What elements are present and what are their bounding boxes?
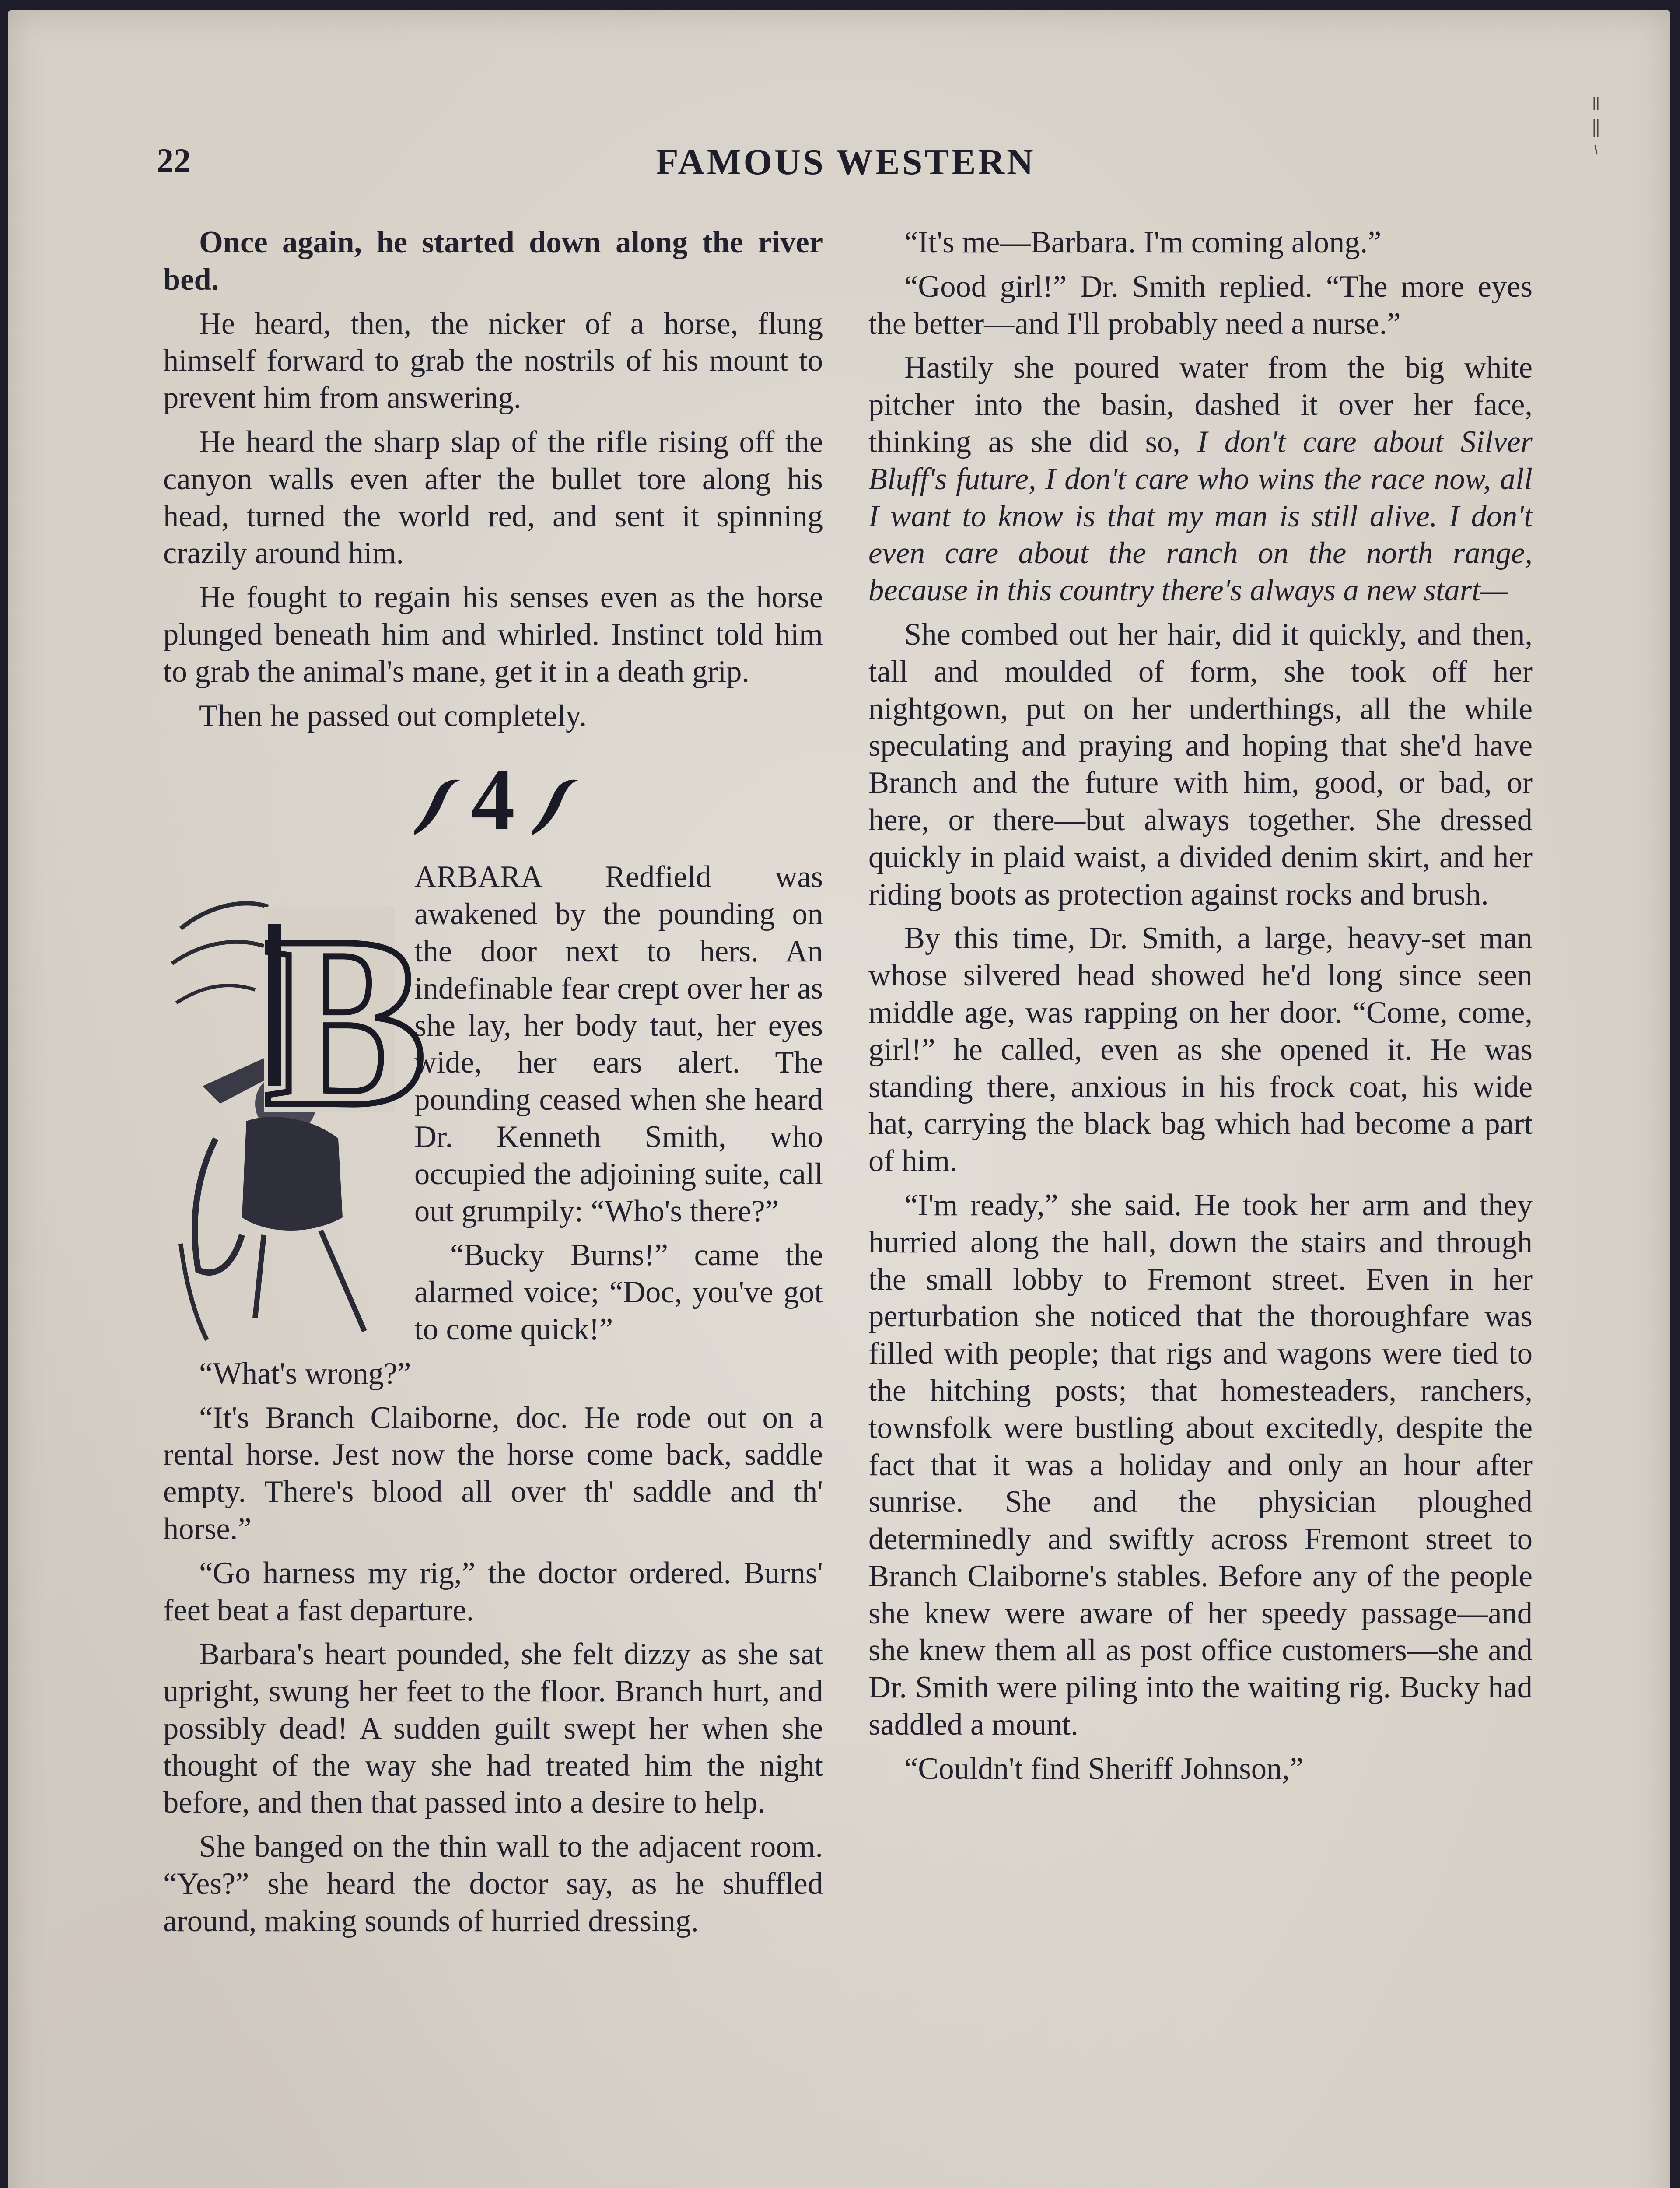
italic-thought: I don't care about Silver Bluff's future, I don't care who wins the race now, all I want to know is that my man is still alive. I don't even care about the ranch on the north range, because in this country there's always a new start—: [868, 424, 1533, 608]
paragraph: He heard, then, the nicker of a horse, flung himself forward to grab the nostrils of his mount to prevent him from answering.: [163, 306, 823, 415]
paragraph: She combed out her hair, did it quickly, and then, tall and moulded of form, she took off her nightgown, put on her underthings, all the while speculating and praying and hoping that she'd have Branch and the future with him, good, or bad, or here, or there—but always together. She dressed quickly in plaid waist, a divided denim skirt, and her riding boots as protection against rocks and brush.: [868, 617, 1533, 912]
margin-mark-icon: [1592, 93, 1600, 158]
running-title: FAMOUS WESTERN: [656, 142, 1036, 182]
paragraph: He heard the sharp slap of the rifle rising off the canyon walls even after the bullet tore along his head, turned the world red, and sent it spinning crazily around him.: [163, 424, 823, 571]
page-header: [157, 141, 1535, 193]
chapter-number: 4: [471, 751, 515, 849]
paragraph: “It's Branch Claiborne, doc. He rode out on a rental horse. Jest now the horse come back, saddle empty. There's blood all over th' saddle and th' horse.”: [163, 1400, 823, 1546]
paragraph: [868, 349, 1533, 609]
chapter-opening-paragraph: ARBARA Redfield was awakened by the pounding on the door next to hers. An indefinable fear crept over her as she lay, her body taut, her eyes wide, her ears alert. The pounding ceased when she heard Dr. Kenneth Smith, who occupied the adjoining suite, call out grumpily: “Who's there?”: [414, 860, 823, 1228]
paragraph: Once again, he started down along the river bed.: [163, 225, 823, 297]
paragraph: “What's wrong?”: [199, 1356, 411, 1391]
paragraph: “Go harness my rig,” the doctor ordered. Burns' feet beat a fast departure.: [163, 1556, 823, 1627]
paragraph: Barbara's heart pounded, she felt dizzy as she sat upright, swung her feet to the floor. Branch hurt, and possibly dead! A sudden guilt swept her when she thought of the way she had treated him the night before, and then that passed into a desire to help.: [163, 1637, 823, 1820]
paragraph: He fought to regain his senses even as the horse plunged beneath him and whirled. Instinct told him to grab the animal's mane, get it in a death grip.: [163, 580, 823, 689]
paragraph: “It's me—Barbara. I'm coming along.”: [904, 225, 1382, 259]
paragraph: “I'm ready,” she said. He took her arm and they hurried along the hall, down the stairs and through the small lobby to Fremont street. Even in her perturbation she noticed that the thoroughfare was filled with people; that rigs and wagons were tied to the hitching posts; that homesteaders, ranchers, townsfolk were bustling about excitedly, despite the fact that it was a holiday and only an hour after sunrise. She and the physician ploughed determinedly and swiftly across Fremont street to Branch Claiborne's stables. Before any of the people she knew were aware of her speedy passage—and she knew them all as post office customers—she and Dr. Smith were piling into the waiting rig. Bucky had saddled a mount.: [868, 1188, 1533, 1742]
paragraph: “Bucky Burns!” came the alarmed voice; “Doc, you've got to come quick!”: [414, 1238, 823, 1346]
paragraph: “Good girl!” Dr. Smith replied. “The more eyes the better—and I'll probably need a nurse.”: [868, 269, 1533, 341]
paragraph-text: Hastily she poured water from the big white pitcher into the basin, dashed it over her face, thinking as she did so,: [868, 351, 1533, 459]
paragraph: Then he passed out completely.: [199, 698, 587, 733]
right-column: [868, 224, 1533, 1795]
paragraph: She banged on the thin wall to the adjacent room. “Yes?” she heard the doctor say, as he shuffled around, making sounds of hurried dressing.: [163, 1830, 823, 1938]
chapter-heading: [163, 747, 823, 852]
drop-cap-letter: B: [264, 886, 427, 1157]
cowboy-illustration-icon: [154, 859, 427, 1353]
drop-cap-illustration: [154, 859, 427, 1353]
paragraph: “Couldn't find Sheriff Johnson,”: [904, 1751, 1304, 1786]
left-column: [163, 224, 823, 1947]
paragraph: By this time, Dr. Smith, a large, heavy-set man whose silvered head showed he'd long since seen middle age, was rapping on her door. “Come, come, girl!” he called, even as she opened it. He was standing there, anxious in his frock coat, his wide hat, carrying the black bag which had become a part of him.: [868, 921, 1533, 1178]
page-number: 22: [157, 141, 191, 179]
book-page: [8, 10, 1670, 2188]
